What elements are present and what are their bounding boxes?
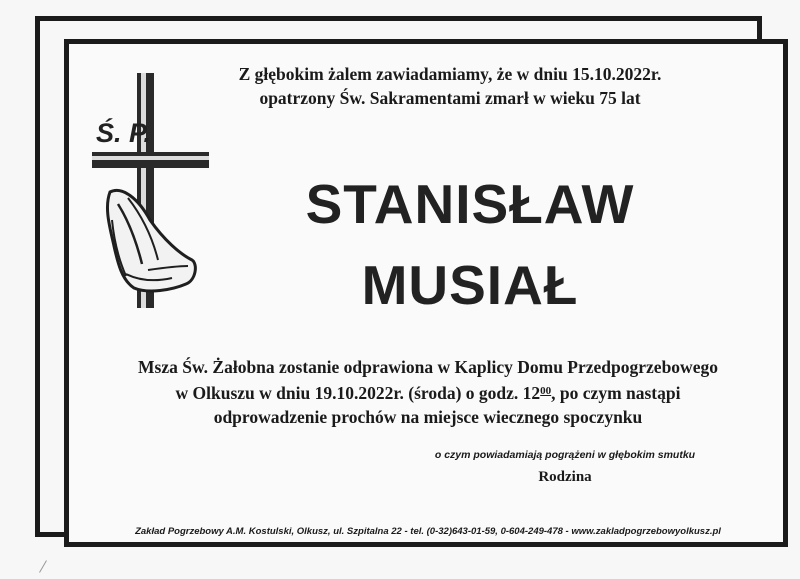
ceremony-details <box>78 355 778 429</box>
deceased-last-name: MUSIAŁ <box>361 254 579 316</box>
ceremony-line-1: Msza Św. Żałobna zostanie odprawiona w Kaplicy Domu Przedpogrzebowego <box>138 357 718 377</box>
ceremony-line-3: odprowadzenie prochów na miejsce wiecznego spoczynku <box>213 407 643 427</box>
announcement-line-1: Z głębokim żalem zawiadamiamy, że w dniu 15.10.2022r. <box>238 64 662 84</box>
ceremony-after-time-text: , po czym nastąpi <box>551 383 681 403</box>
announcement <box>150 62 750 110</box>
ceremony-line-2 <box>78 379 778 405</box>
funeral-home-footer: Zakład Pogrzebowy A.M. Kostulski, Olkusz, ul. Szpitalna 22 - tel. (0-32)643-01-59, 0-604-249-478 - www.zakladpogrzebowyolkusz.pl <box>135 526 721 537</box>
paper-mark <box>39 560 47 573</box>
sp-label: Ś. P. <box>96 118 152 148</box>
announcement-line-2: opatrzony Św. Sakramentami zmarł w wieku 75 lat <box>259 88 641 108</box>
ceremony-time-minutes: 00 <box>540 385 552 397</box>
ceremony-date-text: w Olkuszu w dniu 19.10.2022r. (środa) o godz. 12 <box>175 383 541 403</box>
deceased-first-name: STANISŁAW <box>305 173 635 235</box>
closing-notice: o czym powiadamiają pogrążeni w głębokim smutku <box>434 449 696 461</box>
family-signature: Rodzina <box>538 469 592 485</box>
